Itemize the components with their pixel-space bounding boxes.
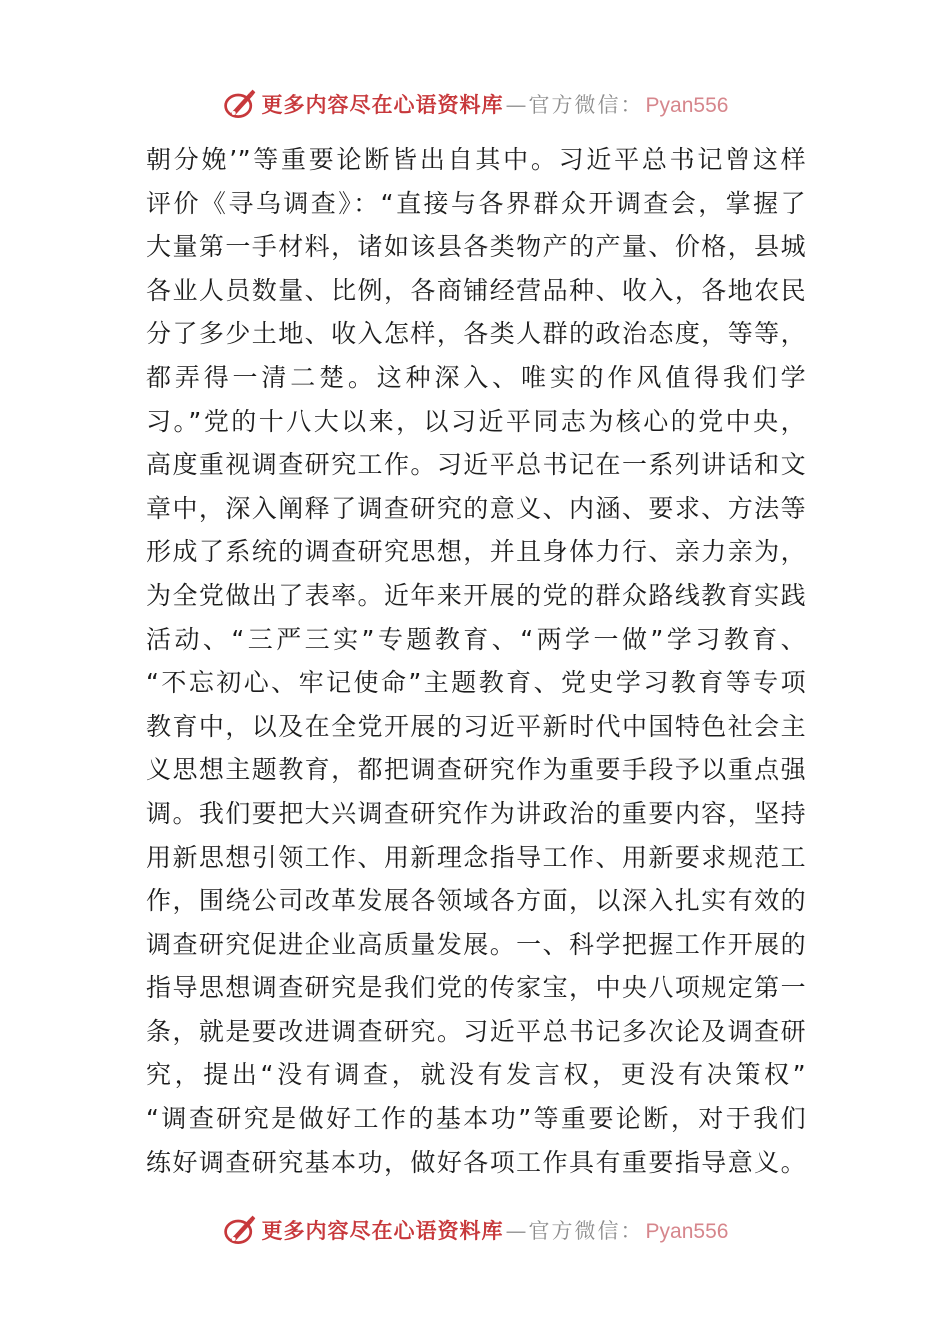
body-line: 朝分娩’”等重要论断皆出自其中。习近平总书记曾这样 [146,145,806,174]
body-line: “调查研究是做好工作的基本功”等重要论断，对于我们 [146,1104,806,1134]
footer-banner [0,1210,950,1250]
body-line: 条，就是要改进调查研究。习近平总书记多次论及调查研 [146,1016,806,1046]
body-line: 各业人员数量、比例，各商铺经营品种、收入，各地农民 [146,275,806,305]
body-line: 分了多少土地、收入怎样，各类人群的政治态度，等等， [146,319,806,349]
body-line: 作，围绕公司改革发展各领域各方面，以深入扎实有效的 [146,886,806,916]
body-line: 指导思想调查研究是我们党的传家宝，中央八项规定第一 [146,973,806,1003]
body-paragraph [146,138,806,1184]
body-line: 究，提出“没有调查，就没有发言权，更没有决策权” [146,1060,806,1090]
banner-wechat-label: 官方微信： [528,1219,644,1243]
banner-wechat-label: 官方微信： [528,93,644,117]
body-line: “不忘初心、牢记使命”主题教育、党史学习教育等专项 [146,668,806,698]
banner-separator: — [505,1219,527,1243]
pen-seal-logo-icon [222,86,258,122]
body-line: 活动、“三严三实”专题教育、“两学一做”学习教育、 [146,624,806,654]
body-line: 义思想主题教育，都把调查研究作为重要手段予以重点强 [146,755,806,785]
body-line: 高度重视调查研究工作。习近平总书记在一系列讲话和文 [146,450,806,480]
body-line: 用新思想引领工作、用新理念指导工作、用新要求规范工 [146,842,806,872]
body-line: 调查研究促进企业高质量发展。一、科学把握工作开展的 [146,929,806,959]
body-line: 大量第一手材料，诸如该县各类物产的产量、价格，县城 [146,232,806,262]
banner-lead-text: 更多内容尽在心语资料库 [261,1218,504,1243]
body-line: 评价《寻乌调查》：“直接与各界群众开调查会，掌握了 [146,188,806,218]
banner-separator: — [505,93,527,117]
header-banner [0,84,950,124]
body-line: 为全党做出了表率。近年来开展的党的群众路线教育实践 [146,580,806,610]
banner-wechat-id: Pyan556 [645,94,729,117]
body-line: 形成了系统的调查研究思想，并且身体力行、亲力亲为， [146,537,806,567]
body-line: 章中，深入阐释了调查研究的意义、内涵、要求、方法等 [146,493,806,523]
body-line: 练好调查研究基本功，做好各项工作具有重要指导意义。 [146,1147,806,1177]
pen-seal-logo-icon [222,1212,258,1248]
body-line: 调。我们要把大兴调查研究作为讲政治的重要内容，坚持 [146,798,806,828]
body-line: 习。”党的十八大以来，以习近平同志为核心的党中央， [146,406,806,436]
banner-lead-text: 更多内容尽在心语资料库 [261,92,504,117]
body-line: 都弄得一清二楚。这种深入、唯实的作风值得我们学 [146,362,806,392]
banner-wechat-id: Pyan556 [645,1220,729,1243]
body-line: 教育中，以及在全党开展的习近平新时代中国特色社会主 [146,711,806,741]
